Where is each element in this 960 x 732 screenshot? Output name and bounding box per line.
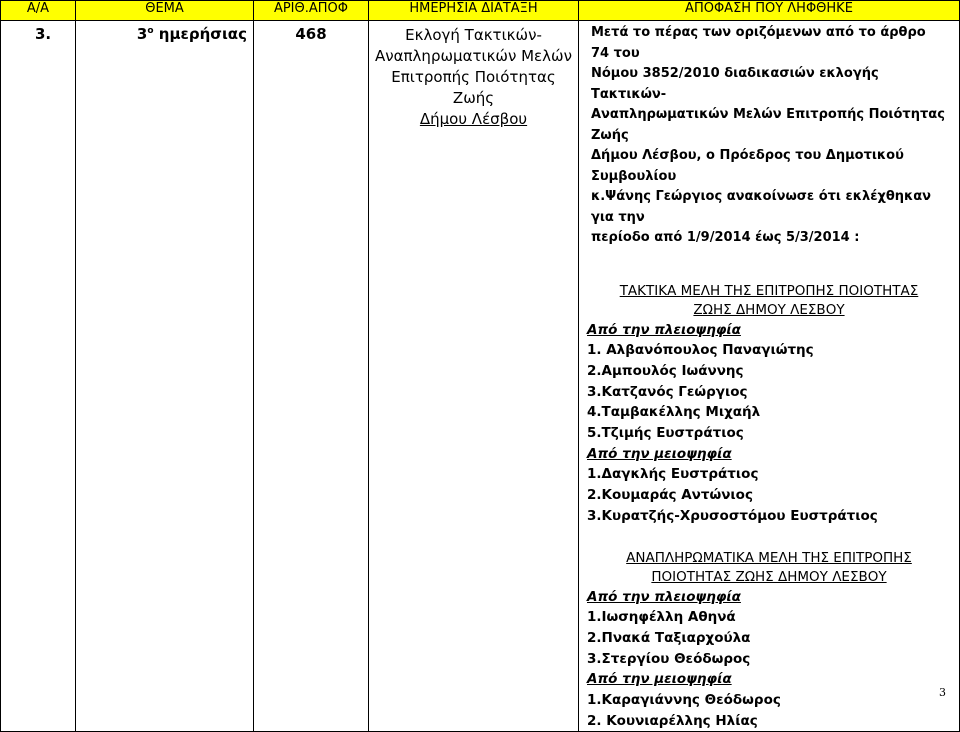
header-agenda: ΗΜΕΡΗΣΙΑ ΔΙΑΤΑΞΗ — [369, 1, 579, 21]
decision-line: περίοδο από 1/9/2014 έως 5/3/2014 : — [591, 230, 860, 245]
decision-line: κ.Ψάνης Γεώργιος ανακοίνωσε ότι εκλέχθηκαν για την — [591, 189, 932, 225]
minority-label: Από την μειοψηφία — [587, 671, 732, 688]
table-row — [1, 21, 960, 732]
decision-line: Νόμου 3852/2010 διαδικασιών εκλογής Τακτικών- — [591, 66, 879, 102]
agenda-line: Δήμου Λέσβου — [419, 110, 528, 128]
agenda-line: Εκλογή Τακτικών- — [405, 26, 542, 44]
agenda-line: Επιτροπής Ποιότητας Ζωής — [391, 68, 556, 107]
header-decision-no: ΑΡΙΘ.ΑΠΟΦ — [254, 1, 369, 21]
list-item: 5.Τζιμής Ευστράτιος — [587, 425, 744, 442]
decision-line: Μετά το πέρας των οριζόμενων από το άρθρο 74 του — [591, 25, 926, 61]
list-item: 2.Αμπουλός Ιωάννης — [587, 362, 744, 379]
decision-line: Αναπληρωματικών Μελών Επιτροπής Ποιότητας Ζωής — [591, 107, 945, 143]
list-item: 3.Στεργίου Θεόδωρος — [587, 650, 751, 667]
list-item: 4.Ταμβακέλλης Μιχαήλ — [587, 404, 761, 421]
list-item: 1.Καραγιάννης Θεόδωρος — [587, 692, 781, 709]
substitute-members-list — [579, 587, 959, 732]
list-item: 2.Κουμαράς Αντώνιος — [587, 487, 753, 504]
list-item: 1. Αλβανόπουλος Παναγιώτης — [587, 342, 814, 359]
row-number: 3. — [35, 25, 52, 43]
header-aa: Α/Α — [1, 1, 76, 21]
header-row — [1, 1, 960, 21]
list-item: 2.Πνακά Ταξιαρχούλα — [587, 629, 751, 646]
decision-line: Δήμου Λέσβου, ο Πρόεδρος του Δημοτικού Συμβουλίου — [591, 148, 904, 184]
header-decision: ΑΠΟΦΑΣΗ ΠΟΥ ΛΗΦΘΗΚΕ — [579, 1, 960, 21]
agenda-line: Αναπληρωματικών Μελών — [375, 47, 572, 65]
list-item: 1.Ιωσηφέλλη Αθηνά — [587, 609, 736, 626]
cell-decision — [579, 21, 960, 732]
substitute-members-title: ΑΝΑΠΛΗΡΩΜΑΤΙΚΑ ΜΕΛΗ ΤΗΣ ΕΠΙΤΡΟΠΗΣ ΠΟΙΟΤΗΤΑΣ ΖΩΗΣ ΔΗΜΟΥ ΛΕΣΒΟΥ — [626, 549, 912, 585]
cell-agenda — [369, 21, 579, 732]
agenda-title — [369, 21, 578, 130]
cell-aa — [1, 21, 76, 732]
header-topic: ΘΕΜΑ — [76, 1, 254, 21]
cell-topic — [76, 21, 254, 732]
regular-members-list — [579, 320, 959, 527]
minority-label: Από την μειοψηφία — [587, 445, 732, 462]
list-item: 1.Δαγκλής Ευστράτιος — [587, 466, 759, 483]
majority-label: Από την πλειοψηφία — [587, 321, 741, 338]
list-item: 3.Κατζανός Γεώργιος — [587, 383, 748, 400]
page-number: 3 — [939, 686, 946, 699]
list-item: 3.Κυρατζής-Χρυσοστόμου Ευστράτιος — [587, 507, 878, 524]
topic-text: $3^o$ ημερήσιας — [136, 25, 247, 43]
majority-label: Από την πλειοψηφία — [587, 588, 741, 605]
regular-members-title: ΤΑΚΤΙΚΑ ΜΕΛΗ ΤΗΣ ΕΠΙΤΡΟΠΗΣ ΠΟΙΟΤΗΤΑΣ ΖΩΗΣ ΔΗΜΟΥ ΛΕΣΒΟΥ — [619, 282, 919, 318]
decision-text — [579, 21, 959, 249]
decision-number: 468 — [295, 25, 327, 43]
cell-decision-no — [254, 21, 369, 732]
list-item: 2. Κουνιαρέλλης Ηλίας — [587, 712, 758, 729]
